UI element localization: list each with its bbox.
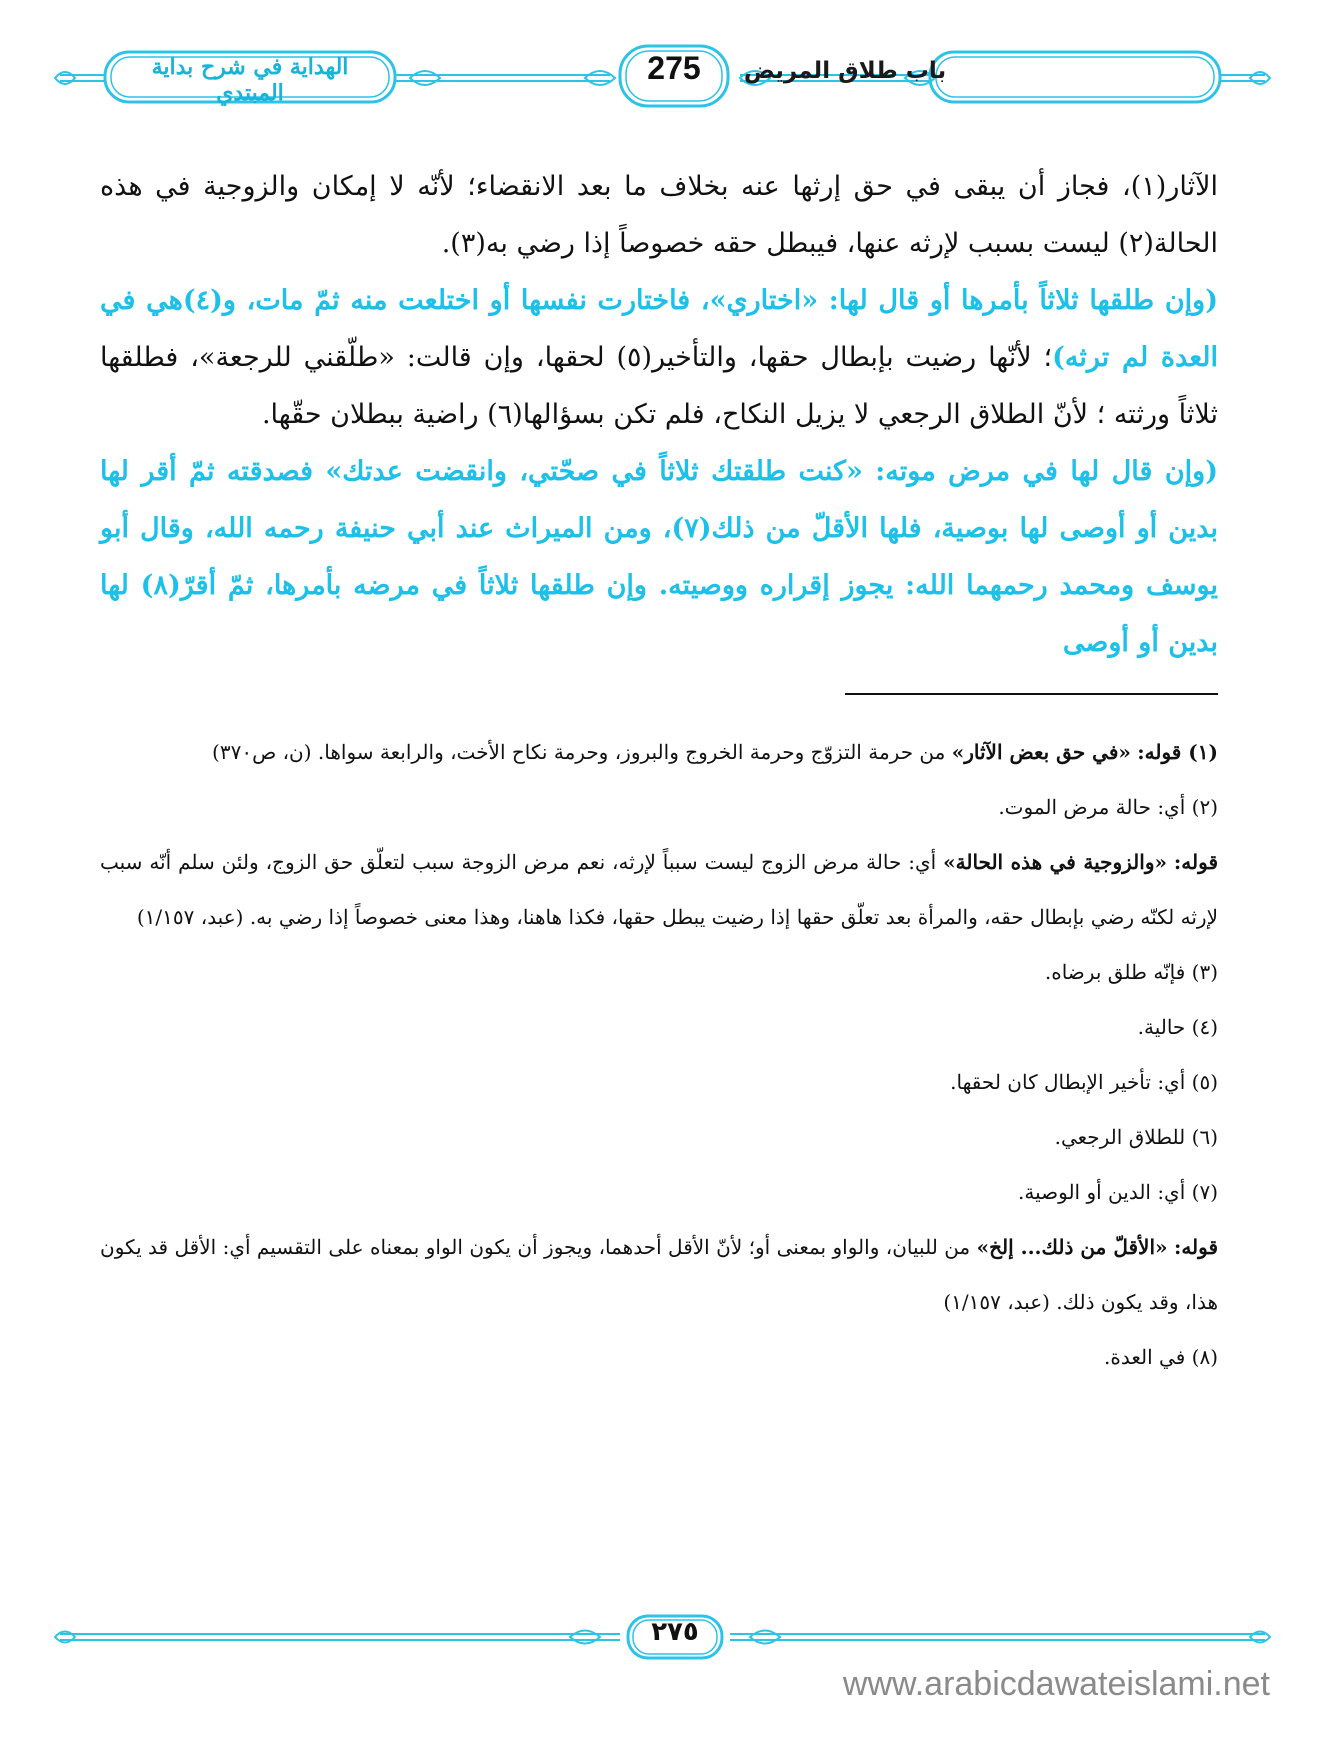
footnote-4: (٤) حالية.: [1137, 1015, 1218, 1039]
footnote-divider: [845, 693, 1218, 695]
footnote-7: (٧) أي: الدين أو الوصية.: [1018, 1180, 1218, 1204]
commentary-1: [100, 835, 1218, 945]
footnotes: [100, 725, 1218, 1385]
commentary-quote: «والزوجية في هذه الحالة»: [943, 850, 1167, 874]
commentary-label: قوله:: [1173, 850, 1218, 874]
page-footer: [50, 1612, 1275, 1662]
matn-text: (وإن طلقها ثلاثاً بأمرها أو قال لها: «اختاري»، فاختارت نفسها أو اختلعت منه ثمّ مات، و(٤)هي في العدة لم ترثه): [100, 285, 1218, 373]
footnote-quote: «في حق بعض الآثار»: [951, 740, 1131, 764]
footnote-8: (٨) في العدة.: [1104, 1345, 1218, 1369]
footnote-3: (٣) فإنّه طلق برضاه.: [1044, 960, 1218, 984]
page-header: [50, 42, 1275, 112]
footnote-2: (٢) أي: حالة مرض الموت.: [998, 795, 1218, 819]
footnote-text: من حرمة التزوّج وحرمة الخروج والبروز، وحرمة نكاح الأخت، والرابعة سواها. (ن، ص٣٧٠): [212, 740, 946, 764]
chapter-title: باب طلاق المريض: [743, 58, 947, 84]
main-paragraph-2: [100, 272, 1218, 443]
footer-page-number: ٢٧٥: [651, 1617, 699, 1647]
footnote-5: (٥) أي: تأخير الإبطال كان لحقها.: [950, 1070, 1218, 1094]
website-link[interactable]: www.arabicdawateislami.net: [842, 1665, 1270, 1703]
footnote-1: [100, 725, 1218, 780]
main-text: [100, 158, 1218, 671]
footnote-6: (٦) للطلاق الرجعي.: [1054, 1125, 1218, 1149]
sharh-text: ؛ لأنّها رضيت بإبطال حقها، والتأخير(٥) لحقها، وإن قالت: «طلّقني للرجعة»، فطلقها ثلاثاً ورثته ؛ لأنّ الطلاق الرجعي لا يزيل النكاح، فلم تكن بسؤالها(٦) راضية ببطلان حقّها.: [100, 342, 1218, 430]
matn-text: (وإن قال لها في مرض موته: «كنت طلقتك ثلاثاً في صحّتي، وانقضت عدتك» فصدقته ثمّ أقر لها بدين أو أوصى لها بوصية، فلها الأقلّ من ذلك(٧)، ومن الميراث عند أبي حنيفة رحمه الله، وقال أبو يوسف ومحمد رحمهما الله: يجوز إقراره ووصيته. وإن طلقها ثلاثاً في مرضه بأمرها، ثمّ أقرّ(٨) لها بدين أو أوصى: [100, 456, 1219, 658]
commentary-quote: «الأقلّ من ذلك... إلخ»: [976, 1235, 1168, 1259]
commentary-text: من للبيان، والواو بمعنى أو؛ لأنّ الأقل أحدهما، ويجوز أن يكون الواو بمعناه على التقسيم أي: الأقل قد يكون هذا، وقد يكون ذلك. (عبد، ١/١٥٧): [100, 1235, 1218, 1314]
footnote-label: (١) قوله:: [1137, 740, 1218, 764]
commentary-label: قوله:: [1173, 1235, 1219, 1259]
commentary-text: أي: حالة مرض الزوج ليست سبباً لإرثه، نعم مرض الزوجة سبب لتعلّق حق الزوج، ولئن سلم أنّه سبب لإرثه لكنّه رضي بإبطال حقه، والمرأة بعد تعلّق حقها إذا رضيت يبطل حقها، فكذا هاهنا، وهذا معنى خصوصاً إذا رضي به. (عبد، ١/١٥٧): [100, 850, 1218, 929]
book-title: الهداية في شرح بداية المبتدي: [151, 54, 349, 106]
main-paragraph-3: [100, 443, 1218, 671]
commentary-2: [100, 1220, 1218, 1330]
main-paragraph-1: الآثار(١)، فجاز أن يبقى في حق إرثها عنه بخلاف ما بعد الانقضاء؛ لأنّه لا إمكان والزوجية في هذه الحالة(٢) ليست بسبب لإرثه عنها، فيبطل حقه خصوصاً إذا رضي به(٣).: [100, 171, 1218, 259]
header-page-number: 275: [647, 50, 701, 86]
